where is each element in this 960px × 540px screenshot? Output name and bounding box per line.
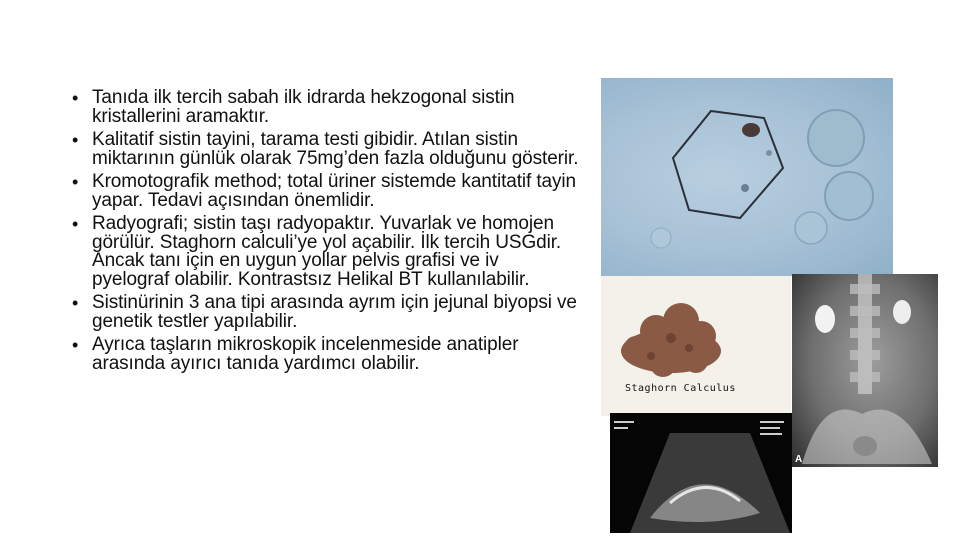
xray-label: A [795, 454, 803, 465]
bullet-item: • Ayrıca taşların mikroskopik incelenmeside anatipler arasında ayırıcı tanıda yardımcı olabilir. [70, 336, 580, 373]
cystine-crystal-micrograph [601, 78, 893, 276]
bullet-item: • Kromotografik method; total üriner sistemde kantitatif tayin yapar. Tedavi açısından önemlidir. [70, 173, 580, 210]
bullet-list [70, 89, 580, 378]
stone-caption: Staghorn Calculus [625, 383, 736, 394]
bullet-item: • Kalitatif sistin tayini, tarama testi gibidir. Atılan sistin miktarının günlük olarak 75mg’den fazla olduğunu gösterir. [70, 131, 580, 168]
bullet-item: • Tanıda ilk tercih sabah ilk idrarda hekzogonal sistin kristallerini aramaktır. [70, 89, 580, 126]
bullet-item: • Sistinürinin 3 ana tipi arasında ayrım için jejunal biyopsi ve genetik testler yapılabilir. [70, 294, 580, 331]
bullet-item: • Radyografi; sistin taşı radyopaktır. Yuvarlak ve homojen görülür. Staghorn calculi’ye yol açabilir. İlk tercih USGdir. Ancak tanı için en uygun yollar pelvis grafisi ve iv pyelograf olabilir. Kontrastsız Helikal BT kullanılabilir. [70, 215, 580, 289]
abdominal-xray [792, 274, 938, 467]
staghorn-calculus-photo [601, 276, 791, 416]
ultrasound-image [610, 413, 792, 533]
